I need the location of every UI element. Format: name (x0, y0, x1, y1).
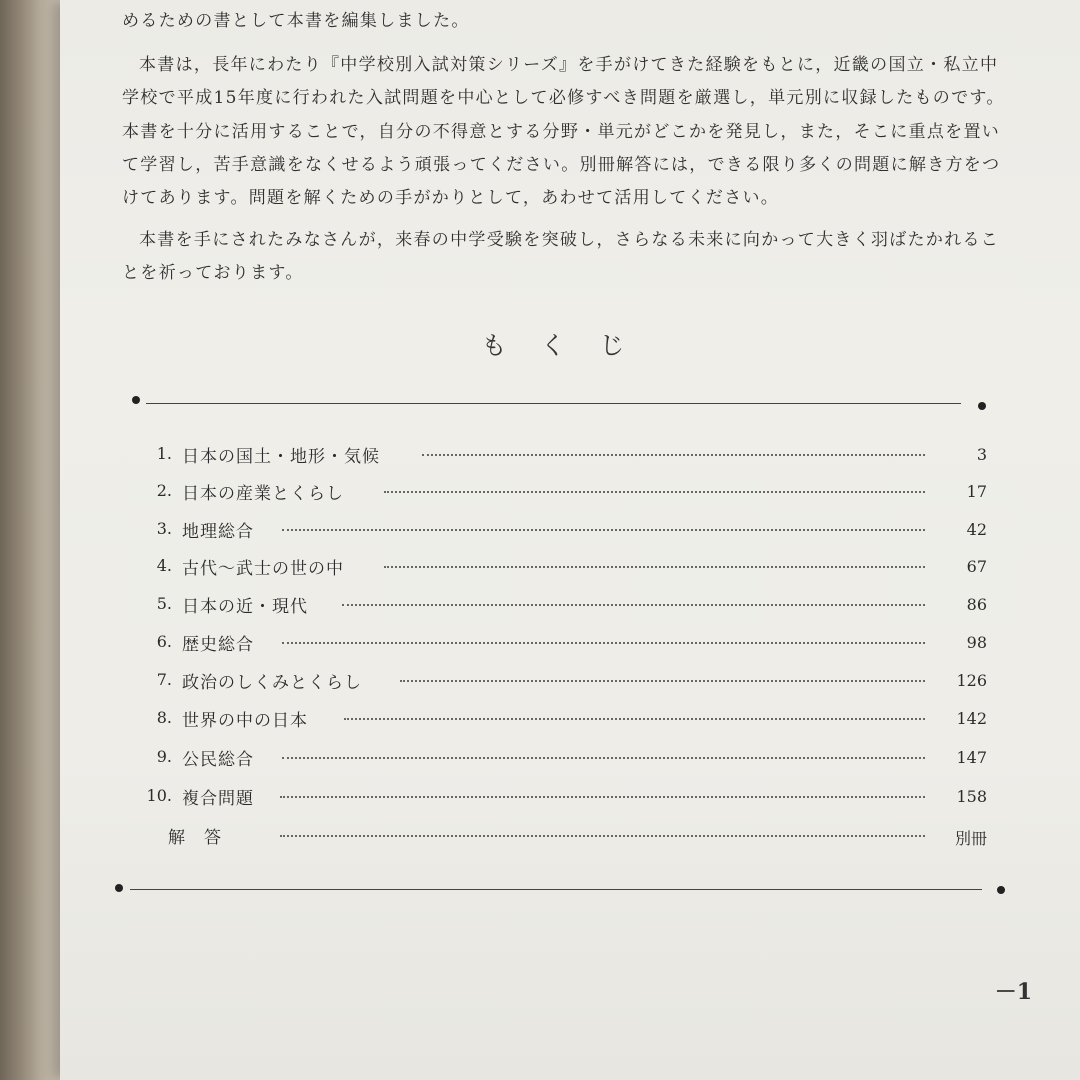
toc-entry-page: 158 (956, 787, 987, 806)
toc-entry[interactable] (132, 666, 987, 696)
toc-entry-number: 10. (146, 786, 172, 805)
book-page (60, 0, 1080, 1080)
toc-entry-page: 67 (966, 557, 987, 576)
preface-line: 学校で平成15年度に行われた入試問題を中心として必修すべき問題を厳選し，単元別に収録したものです。 (122, 88, 1005, 108)
toc-entry-page: 147 (956, 748, 987, 767)
rule-dot-icon (978, 402, 986, 410)
preface-line: 本書を手にされたみなさんが，来春の中学受験を突破し，さらなる未来に向かって大きく羽ばたかれるこ (139, 230, 1000, 250)
toc-entry-page: 42 (966, 520, 987, 539)
toc-leader (422, 454, 925, 456)
rule-dot-icon (132, 396, 140, 404)
preface-line: けてあります。問題を解くための手がかりとして，あわせて活用してください。 (122, 188, 780, 208)
toc-entry-number: 9. (156, 747, 172, 766)
toc-entry-number: 2. (156, 481, 172, 500)
toc-leader (282, 642, 925, 644)
toc-entry-number: 4. (156, 556, 172, 575)
toc-entry-title: 日本の国土・地形・気候 (182, 447, 380, 467)
toc-entry-title: 日本の産業とくらし (182, 484, 344, 504)
toc-entry-title: 政治のしくみとくらし (182, 673, 362, 693)
toc-leader (280, 835, 925, 837)
toc-entry-answers[interactable] (132, 821, 987, 851)
rule-dot-icon (115, 884, 123, 892)
preface-line: とを祈っております。 (122, 263, 304, 283)
toc-leader (384, 491, 925, 493)
toc-entry-page: 126 (956, 671, 987, 690)
toc-leader (344, 718, 925, 720)
page-number: －1 (994, 979, 1032, 1005)
toc-entry[interactable] (132, 590, 987, 620)
toc-entry-page: 別冊 (954, 829, 987, 848)
bottom-divider (130, 889, 982, 890)
toc-entry[interactable] (132, 704, 987, 734)
preface-line: めるための書として本書を編集しました。 (122, 11, 470, 31)
toc-entry-number: 6. (156, 632, 172, 651)
preface-line: 本書を十分に活用することで，自分の不得意とする分野・単元がどこかを発見し，また，そこに重点を置い (122, 122, 1001, 142)
toc-entry-number: 8. (156, 708, 172, 727)
toc-leader (400, 680, 925, 682)
toc-leader (342, 604, 925, 606)
top-divider (146, 403, 961, 404)
toc-entry-page: 86 (966, 595, 987, 614)
toc-entry[interactable] (132, 477, 987, 507)
toc-entry-number: 5. (156, 594, 172, 613)
toc-entry-title: 歴史総合 (182, 635, 254, 655)
toc-entry-title: 解 答 (168, 828, 222, 848)
toc-entry-title: 世界の中の日本 (182, 711, 308, 731)
toc-entry-number: 7. (156, 670, 172, 689)
toc-entry-title: 地理総合 (182, 522, 254, 542)
toc-entry-title: 公民総合 (182, 750, 254, 770)
toc-entry-title: 古代～武士の世の中 (182, 559, 344, 579)
rule-dot-icon (997, 886, 1005, 894)
toc-entry-page: 98 (966, 633, 987, 652)
toc-entry-title: 複合問題 (182, 789, 254, 809)
toc-entry-page: 142 (956, 709, 987, 728)
toc-entry[interactable] (132, 552, 987, 582)
toc-leader (282, 757, 925, 759)
toc-entry-number: 3. (156, 519, 172, 538)
toc-entry-page: 3 (976, 445, 987, 464)
toc-leader (282, 529, 925, 531)
toc-entry[interactable] (132, 628, 987, 658)
preface-line: て学習し，苦手意識をなくせるよう頑張ってください。別冊解答には，できる限り多くの問題に解き方をつ (122, 155, 1001, 175)
toc-entry[interactable] (132, 743, 987, 773)
toc-entry-title: 日本の近・現代 (182, 597, 308, 617)
toc-entry[interactable] (132, 782, 987, 812)
toc-entry-number: 1. (156, 444, 172, 463)
toc-entry[interactable] (132, 440, 987, 470)
toc-entry-page: 17 (966, 482, 987, 501)
toc-entry[interactable] (132, 515, 987, 545)
toc-leader (280, 796, 925, 798)
toc-heading: もくじ (481, 331, 659, 360)
toc-leader (384, 566, 925, 568)
preface-line: 本書は，長年にわたり『中学校別入試対策シリーズ』を手がけてきた経験をもとに，近畿の国立・私立中 (139, 55, 999, 75)
